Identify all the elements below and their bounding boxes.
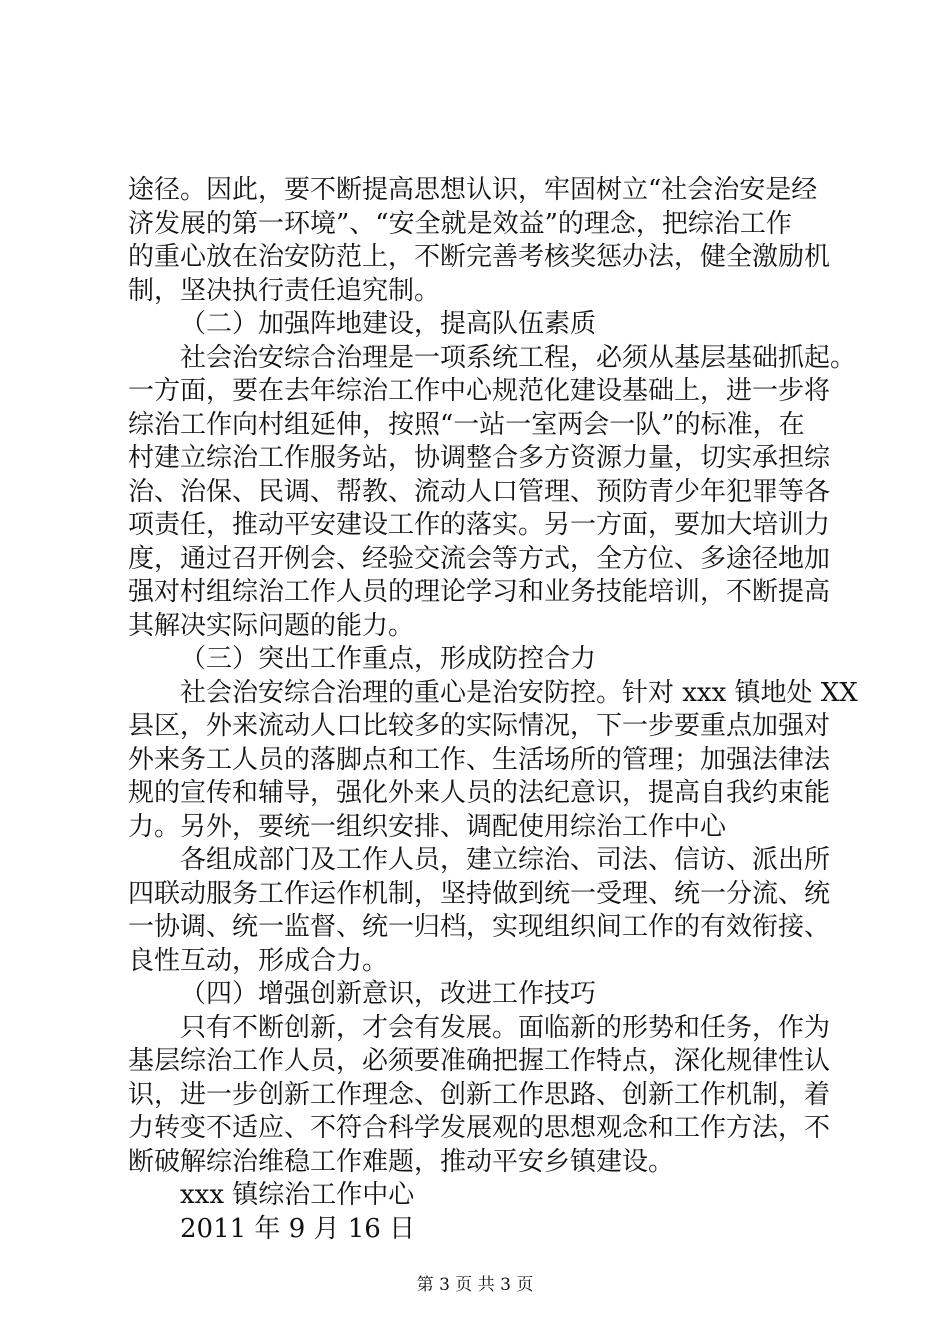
- text-line: 力。另外，要统一组织安排、调配使用综治工作中心: [128, 811, 727, 842]
- text-line: 力转变不适应、不符合科学发展观的思想观念和工作方法，不: [128, 1113, 831, 1143]
- text-line: 社会治安综合治理是一项系统工程，必须从基层基础抓起。: [180, 342, 857, 373]
- text-line: 各组成部门及工作人员，建立综治、司法、信访、派出所: [180, 845, 831, 875]
- text-line: 一方面，要在去年综治工作中心规范化建设基础上，进一步将: [128, 376, 831, 406]
- text-line: 断破解综治维稳工作难题，推动平安乡镇建设。: [128, 1146, 675, 1177]
- text-line: 基层综治工作人员，必须要准确把握工作特点，深化规律性认: [128, 1046, 831, 1076]
- text-line: 综治工作向村组延伸，按照“一站一室两会一队”的标准，在: [128, 409, 805, 440]
- text-line: 的重心放在治安防范上，不断完善考核奖惩办法，健全激励机: [128, 242, 831, 272]
- section-heading-2: （二）加强阵地建设，提高队伍素质: [180, 309, 597, 339]
- text-line: 县区，外来流动人口比较多的实际情况，下一步要重点加强对: [128, 711, 831, 741]
- text-line: 济发展的第一环境”、“安全就是效益”的理念，把综治工作: [128, 208, 792, 239]
- signature-organization: xxx 镇综治工作中心: [180, 1180, 415, 1210]
- text-line: 规的宣传和辅导，强化外来人员的法纪意识，提高自我约束能: [128, 778, 831, 808]
- page-number: 第 3 页 共 3 页: [416, 1275, 534, 1295]
- text-line: 识，进一步创新工作理念、创新工作思路、创新工作机制，着: [128, 1079, 831, 1110]
- text-line: 治、治保、民调、帮教、流动人口管理、预防青少年犯罪等各: [128, 476, 831, 507]
- text-line: 度，通过召开例会、经验交流会等方式，全方位、多途径地加: [128, 543, 831, 574]
- text-line: 四联动服务工作运作机制，坚持做到统一受理、统一分流、统: [128, 878, 831, 909]
- text-line: 项责任，推动平安建设工作的落实。另一方面，要加大培训力: [128, 510, 831, 540]
- text-line: 其解决实际问题的能力。: [128, 610, 415, 641]
- text-line: 只有不断创新，才会有发展。面临新的形势和任务，作为: [180, 1012, 831, 1043]
- page-footer: [0, 1275, 950, 1295]
- text-line: 制，坚决执行责任追究制。: [128, 275, 441, 306]
- text-line: 村建立综治工作服务站，协调整合多方资源力量，切实承担综: [128, 443, 831, 473]
- text-line: 强对村组综治工作人员的理论学习和业务技能培训，不断提高: [128, 577, 831, 607]
- text-line: 途径。因此，要不断提高思想认识，牢固树立“社会治安是经: [128, 175, 818, 205]
- text-line: 外来务工人员的落脚点和工作、生活场所的管理；加强法律法: [128, 744, 831, 775]
- text-line: 一协调、统一监督、统一归档，实现组织间工作的有效衔接、: [128, 912, 831, 942]
- section-heading-4: （四）增强创新意识，改进工作技巧: [180, 979, 597, 1009]
- text-line: 良性互动，形成合力。: [128, 945, 389, 976]
- section-heading-3: （三）突出工作重点，形成防控合力: [180, 644, 597, 674]
- signature-date: 2011 年 9 月 16 日: [180, 1213, 416, 1244]
- text-line: 社会治安综合治理的重心是治安防控。针对 xxx 镇地处 XX: [180, 677, 858, 708]
- document-body: [128, 174, 858, 1246]
